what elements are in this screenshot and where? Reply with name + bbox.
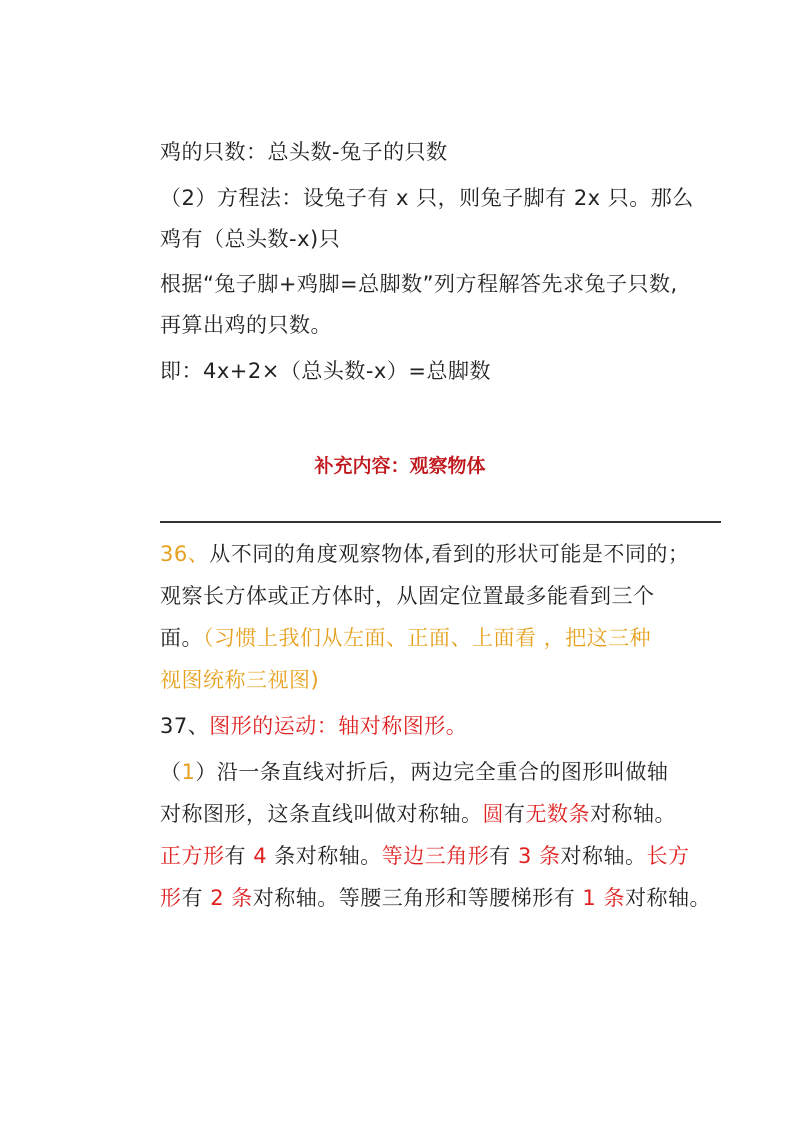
item-36-line-1 [160,540,689,568]
item-36-line-4: 视图统称三视图) [160,668,320,692]
text-line: 根据“兔子脚+鸡脚=总脚数”列方程解答先求兔子只数, [160,272,678,296]
text-span: 对称图形，这条直线叫做对称轴。 [160,802,483,826]
text-span: 有 [489,844,518,868]
highlight-span: 4 [253,844,268,868]
text-line: （2）方程法：设兔子有 x 只，则兔子脚有 2x 只。那么 [160,186,694,210]
highlight-span: 无数条 [525,802,590,826]
item-number: 1 [181,760,196,784]
item-number: 37、 [160,714,210,738]
item-title: 图形的运动：轴对称图形。 [209,714,468,738]
sub-line-1 [160,758,668,786]
sub-line-4 [160,884,711,912]
text-span: 从不同的角度观察物体,看到的形状可能是不同的； [209,542,690,566]
text-line: 再算出鸡的只数。 [160,313,332,337]
text-span: 对称轴。 [590,802,676,826]
highlight-span: 1 条 [582,886,625,910]
text-span: 对称轴。 [624,886,711,910]
text-span: 对称轴。等腰三角形和等腰梯形有 [252,886,583,910]
highlight-span: 长方 [646,844,690,868]
item-number: 36、 [160,542,210,566]
section-heading: 补充内容：观察物体 [314,455,486,477]
text-line: 即：4x+2×（总头数-x）=总脚数 [160,359,491,383]
text-span: 面。 [160,626,203,650]
item-37-title [160,712,467,740]
divider [160,521,721,523]
highlight-span: （习惯上我们从左面、正面、上面看 ，把这三种 [203,626,652,650]
text-span: （ [160,760,182,784]
item-36-line-2: 观察长方体或正方体时，从固定位置最多能看到三个 [160,584,655,608]
text-line: 鸡的只数：总头数-兔子的只数 [160,140,448,164]
sub-line-3 [160,842,689,870]
highlight-span: 3 条 [517,844,561,868]
highlight-span: 形 [160,886,182,910]
text-span: 条对称轴。 [267,844,382,868]
item-36-line-3 [160,624,651,652]
highlight-span: 圆 [482,802,504,826]
text-span: 有 [224,844,254,868]
text-line: 鸡有（总头数-x)只 [160,227,341,251]
text-span: 有 [181,886,211,910]
text-span: 有 [504,802,526,826]
highlight-span: 正方形 [160,844,225,868]
highlight-span: 等边三角形 [381,844,490,868]
text-span: ）沿一条直线对折后，两边完全重合的图形叫做轴 [195,760,669,784]
highlight-span: 2 条 [210,886,253,910]
sub-line-2 [160,800,676,828]
text-span: 对称轴。 [560,844,647,868]
